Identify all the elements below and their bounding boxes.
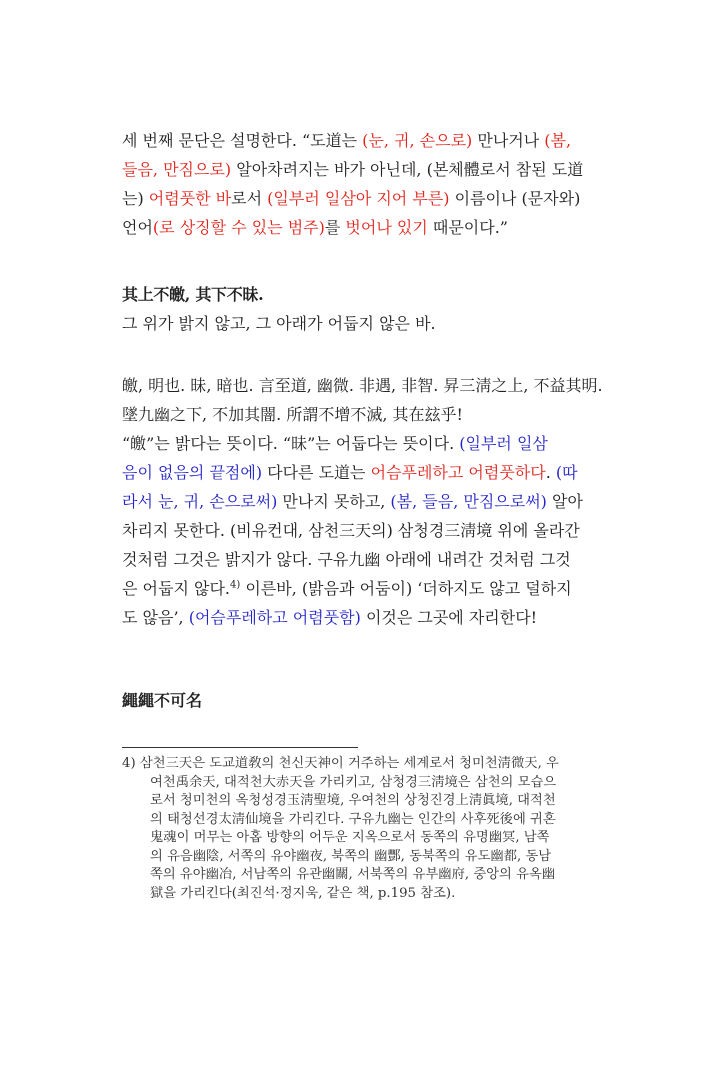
text-run: 음이 없음의 끝점에) xyxy=(122,463,263,482)
text-run: 이른바, (밝음과 어둠이) ‘더하지도 않고 덜하지 xyxy=(240,579,572,598)
p3-line xyxy=(122,487,620,516)
text-run: (따 xyxy=(555,463,578,482)
text-run: (봄, xyxy=(544,131,572,150)
text-run: 皦, 明也. 昧, 暗也. 言至道, 幽微. 非遇, 非智. 昇三淸之上, 不益其明. xyxy=(122,376,603,395)
text-run: (일부러 일삼 xyxy=(459,434,548,453)
text-run: 이것은 그곳에 자리한다! xyxy=(360,608,538,627)
p3-line xyxy=(122,545,620,574)
classical-heading-1: 其上不皦, 其下不昧. xyxy=(122,285,264,304)
text-run: 로서 xyxy=(231,189,268,208)
p3-line xyxy=(122,458,620,487)
p1-line xyxy=(122,126,620,155)
paragraph-translation: 그 위가 밝지 않고, 그 아래가 어둡지 않은 바. xyxy=(122,314,436,333)
text-run: 들음, 만짐으로) xyxy=(122,160,232,179)
footnote-line: 4) 삼천三天은 도교道敎의 천신天神이 거주하는 세계로서 청미천淸微天, 우 xyxy=(122,756,559,771)
paragraph-explanation xyxy=(122,126,620,242)
footnote-line: 쪽의 유야幽冶, 서남쪽의 유관幽關, 서북쪽의 유부幽府, 중앙의 유옥幽 xyxy=(150,867,556,882)
text-run: 만나거나 xyxy=(472,131,545,150)
text-run: 것처럼 그것은 밝지가 않다. 구유九幽 아래에 내려간 것처럼 그것 xyxy=(122,550,571,569)
text-run: 도 않음’, xyxy=(122,608,189,627)
p3-line xyxy=(122,516,620,545)
text-run: 차리지 못한다. (비유컨대, 삼천三天의) 삼청경三淸境 위에 올라간 xyxy=(122,521,580,540)
text-run: (로 상징할 수 있는 범주) xyxy=(152,218,325,237)
footnote-line: 의 유음幽陰, 서쪽의 유야幽夜, 북쪽의 幽酆, 동북쪽의 유도幽都, 동남 xyxy=(150,848,552,864)
footnote-line: 獄을 가리킨다(최진석·정지욱, 같은 책, p.195 참조). xyxy=(150,885,456,901)
text-run: 만나지 못하고, xyxy=(277,492,391,511)
footnote-line: 로서 청미천의 옥청성경玉淸聖境, 우여천의 상청진경上淸眞境, 대적천 xyxy=(150,793,556,808)
paragraph-commentary xyxy=(122,371,620,632)
p3-line xyxy=(122,603,620,632)
text-run: (어슴푸레하고 어렴풋함) xyxy=(188,608,361,627)
footnote-divider xyxy=(122,747,358,748)
text-run: “皦”는 밝다는 뜻이다. “昧”는 어둡다는 뜻이다. xyxy=(122,434,460,453)
footnote xyxy=(122,755,618,903)
text-run: (눈, 귀, 손으로) xyxy=(362,131,473,150)
p3-line xyxy=(122,400,620,429)
text-run: 알아차려지는 바가 아닌데, (본체體로서 참된 도道 xyxy=(231,160,584,179)
text-run: 다다른 도道는 xyxy=(262,463,371,482)
text-run: (일부러 일삼아 지어 부른) xyxy=(267,189,450,208)
text-run: . xyxy=(545,463,556,482)
footnote-line: 여천禹余天, 대적천大赤天을 가리키고, 삼청경三淸境은 삼천의 모습으 xyxy=(150,774,557,790)
p3-line xyxy=(122,574,620,603)
footnote-line: 의 태청선경太淸仙境을 가리킨다. 구유九幽는 인간의 사후死後에 귀혼 xyxy=(150,811,556,827)
classical-heading-2: 繩繩不可名 xyxy=(122,691,203,710)
text-run: 알아 xyxy=(546,492,583,511)
text-run: 때문이다.” xyxy=(427,218,508,237)
p1-line xyxy=(122,155,620,184)
text-run: 는) xyxy=(122,189,149,208)
text-run: (봄, 들음, 만짐으로써) xyxy=(390,492,547,511)
text-run: 어렴풋한 바 xyxy=(148,189,232,208)
p3-line xyxy=(122,371,620,400)
text-run: 벗어나 있기 xyxy=(345,218,428,237)
p3-line xyxy=(122,429,620,458)
text-run: 墜九幽之下, 不加其闇. 所謂不增不滅, 其在玆乎! xyxy=(122,405,463,424)
text-run: 어슴푸레하고 어렴풋하다 xyxy=(370,463,546,482)
p1-line xyxy=(122,213,620,242)
text-run: 이름이나 (문자와) xyxy=(449,189,581,208)
text-run: 라서 눈, 귀, 손으로써) xyxy=(122,492,278,511)
text-run: 은 어둡지 않다. xyxy=(122,579,230,598)
text-run: 세 번째 문단은 설명한다. “도道는 xyxy=(122,131,363,150)
text-run: 를 xyxy=(324,218,346,237)
p1-line xyxy=(122,184,620,213)
text-run: 언어 xyxy=(122,218,153,237)
footnote-ref: 4) xyxy=(230,579,241,591)
footnote-line: 鬼魂이 머무는 아홉 방향의 어두운 지옥으로서 동쪽의 유명幽冥, 남쪽 xyxy=(150,830,550,845)
